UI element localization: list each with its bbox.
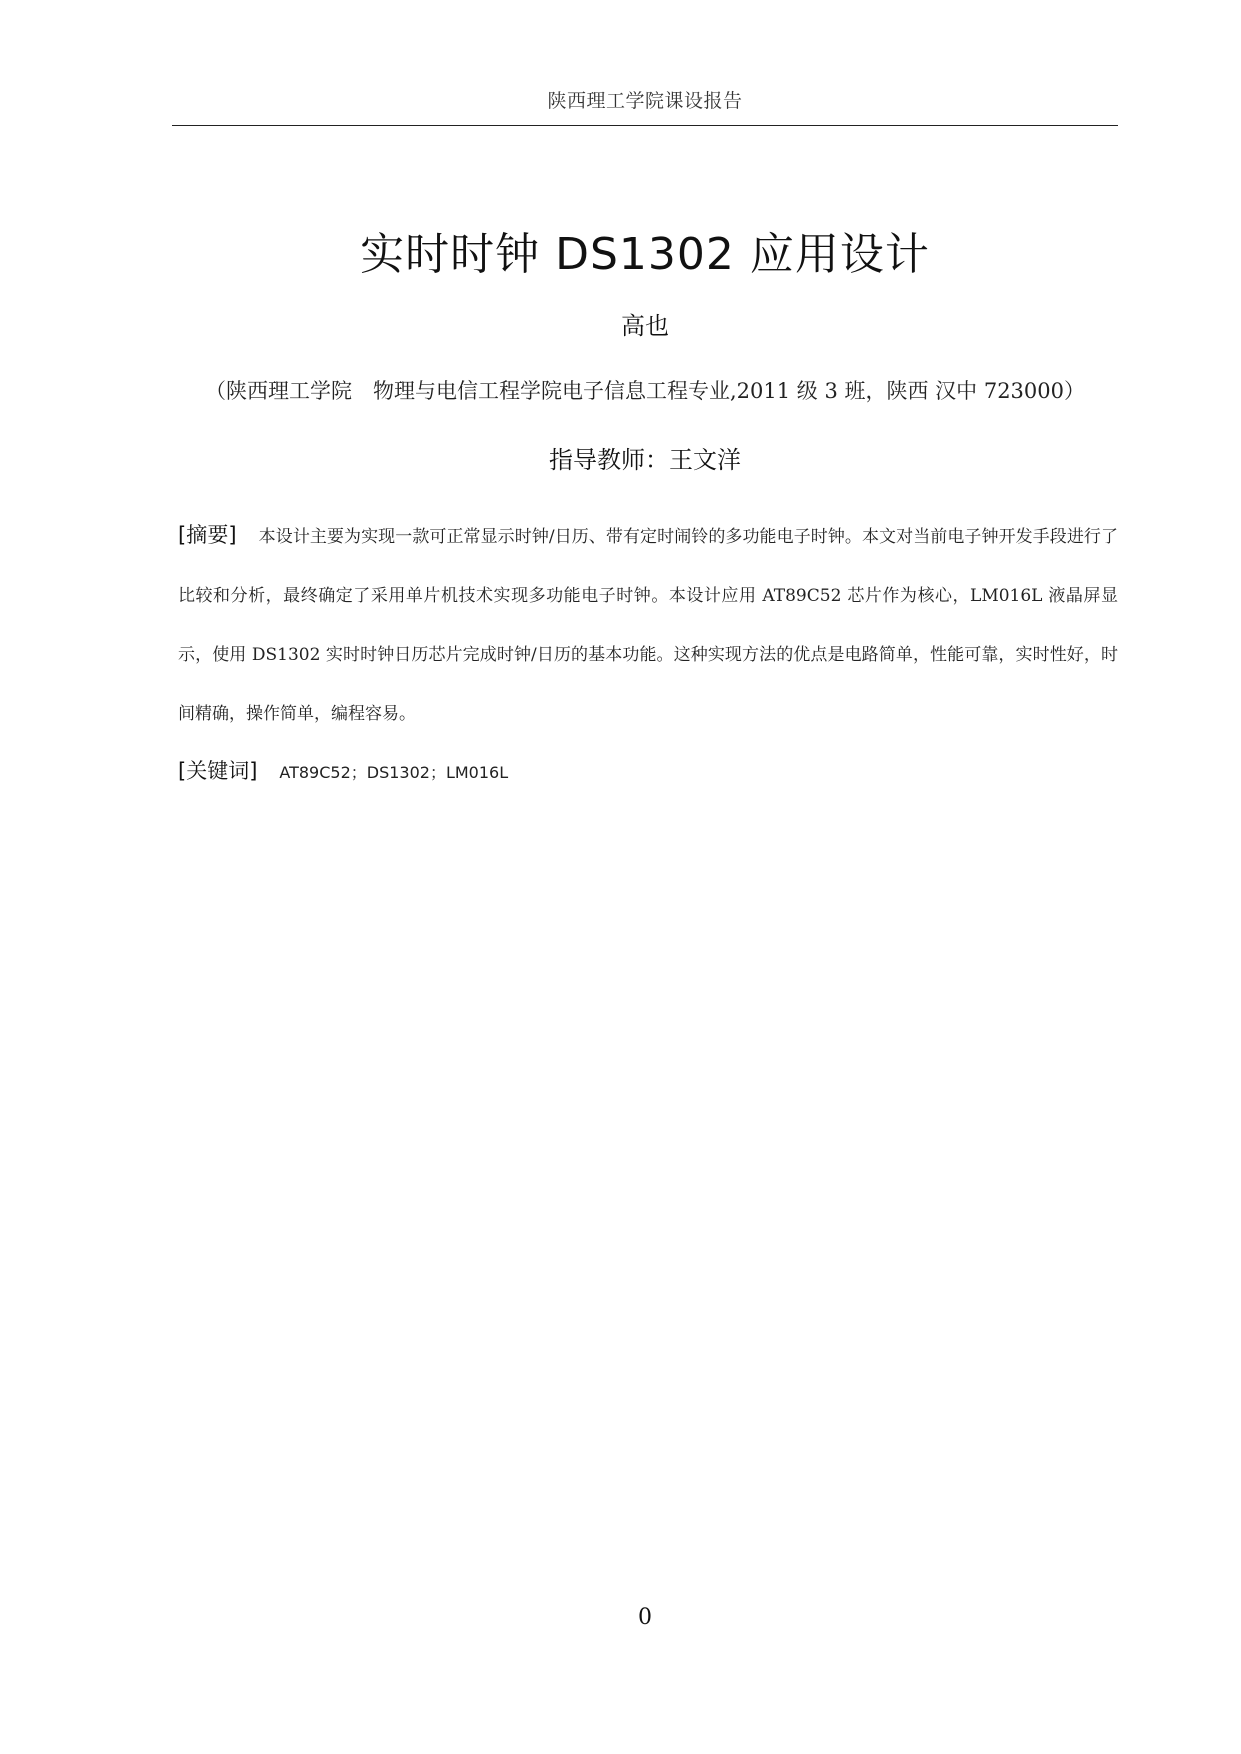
paper-title: 实时时钟 DS1302 应用设计 (360, 229, 930, 280)
advisor-name: 指导教师：王文洋 (549, 446, 741, 474)
abstract-text: 本设计主要为实现一款可正常显示时钟/日历、带有定时闹铃的多功能电子时钟。本文对当前电子钟开发手段进行了比较和分析，最终确定了采用单片机技术实现多功能电子时钟。本设计应用 AT89C52 芯片作为核心，LM016L 液晶屏显示，使用 DS1302 实时时钟日历芯片完成时钟/日历的基本功能。这种实现方法的优点是电路简单，性能可靠，实时性好，时间精确，操作简单，编程容易。 (178, 527, 1118, 724)
author-affiliation: （陕西理工学院 物理与电信工程学院电子信息工程专业,2011 级 3 班，陕西 汉中 723000） (204, 379, 1086, 403)
keywords-text: AT89C52；DS1302；LM016L (279, 763, 509, 782)
header-rule (172, 125, 1118, 126)
abstract-label: [摘要] (178, 523, 237, 547)
running-header: 陕西理工学院课设报告 (547, 90, 743, 112)
page-number: 0 (638, 1605, 652, 1630)
abstract-section (178, 506, 1118, 744)
keywords-section (178, 755, 1118, 785)
keywords-label: [关键词] (178, 759, 258, 783)
author-name: 高也 (621, 312, 669, 340)
